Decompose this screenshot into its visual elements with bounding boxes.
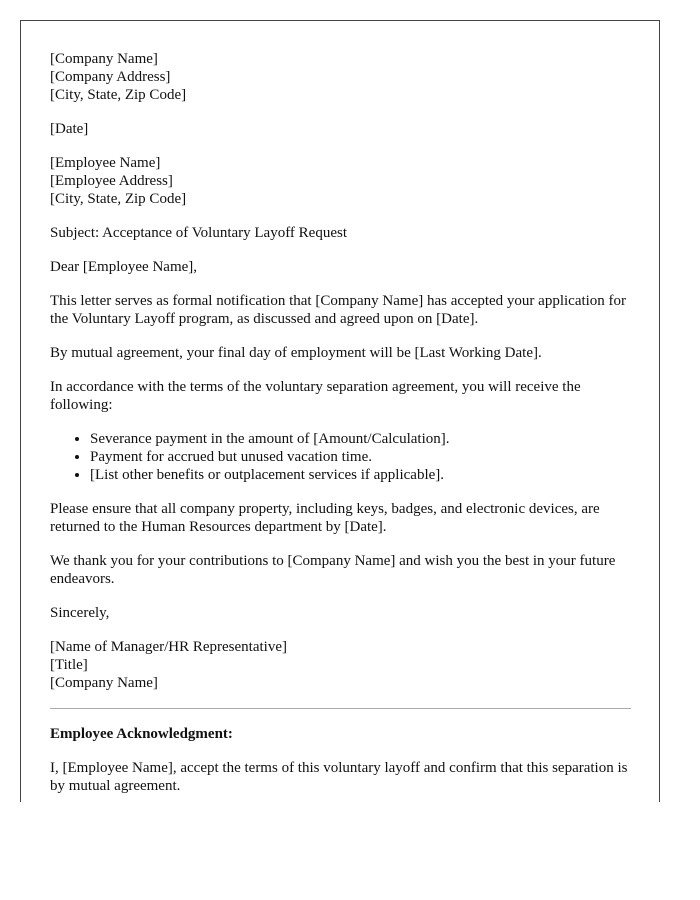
letter-sign-off: Sincerely, bbox=[50, 605, 110, 621]
signatory-company: [Company Name] bbox=[50, 675, 158, 691]
sender-address-block bbox=[50, 50, 631, 104]
body-paragraph-terms: In accordance with the terms of the voluntary separation agreement, you will receive the following: bbox=[50, 379, 581, 413]
benefit-item-severance: • Severance payment in the amount of [Amount/Calculation]. bbox=[90, 430, 631, 448]
benefit-item-other: • [List other benefits or outplacement services if applicable]. bbox=[90, 466, 631, 484]
recipient-employee-name: [Employee Name] bbox=[50, 155, 161, 171]
letter-page bbox=[20, 20, 660, 802]
body-paragraph-notification: This letter serves as formal notification that [Company Name] has accepted your application for the Voluntary Layoff program, as discussed and agreed upon on [Date]. bbox=[50, 293, 627, 327]
sender-company-name: [Company Name] bbox=[50, 51, 158, 67]
letter-salutation: Dear [Employee Name], bbox=[50, 259, 198, 275]
letter-subject: Subject: Acceptance of Voluntary Layoff Request bbox=[50, 225, 348, 241]
benefit-item-vacation: • Payment for accrued but unused vacation time. bbox=[90, 448, 631, 466]
body-paragraph-final-day: By mutual agreement, your final day of employment will be [Last Working Date]. bbox=[50, 345, 542, 361]
signatory-title: [Title] bbox=[50, 657, 88, 673]
recipient-address-block bbox=[50, 154, 631, 208]
acknowledgment-heading: Employee Acknowledgment: bbox=[50, 726, 233, 742]
recipient-city-state-zip: [City, State, Zip Code] bbox=[50, 191, 187, 207]
signatory-block bbox=[50, 638, 631, 692]
body-paragraph-property-return: Please ensure that all company property, including keys, badges, and electronic devices, are returned to the Human Resources department by [Date]. bbox=[50, 501, 600, 535]
sender-city-state-zip: [City, State, Zip Code] bbox=[50, 87, 187, 103]
recipient-employee-address: [Employee Address] bbox=[50, 173, 173, 189]
section-divider bbox=[50, 708, 631, 709]
letter-date: [Date] bbox=[50, 121, 89, 137]
acknowledgment-text: I, [Employee Name], accept the terms of this voluntary layoff and confirm that this separation is by mutual agreement. bbox=[50, 760, 628, 794]
benefits-list bbox=[50, 430, 631, 484]
sender-company-address: [Company Address] bbox=[50, 69, 171, 85]
signatory-name: [Name of Manager/HR Representative] bbox=[50, 639, 287, 655]
body-paragraph-thanks: We thank you for your contributions to [Company Name] and wish you the best in your future endeavors. bbox=[50, 553, 616, 587]
